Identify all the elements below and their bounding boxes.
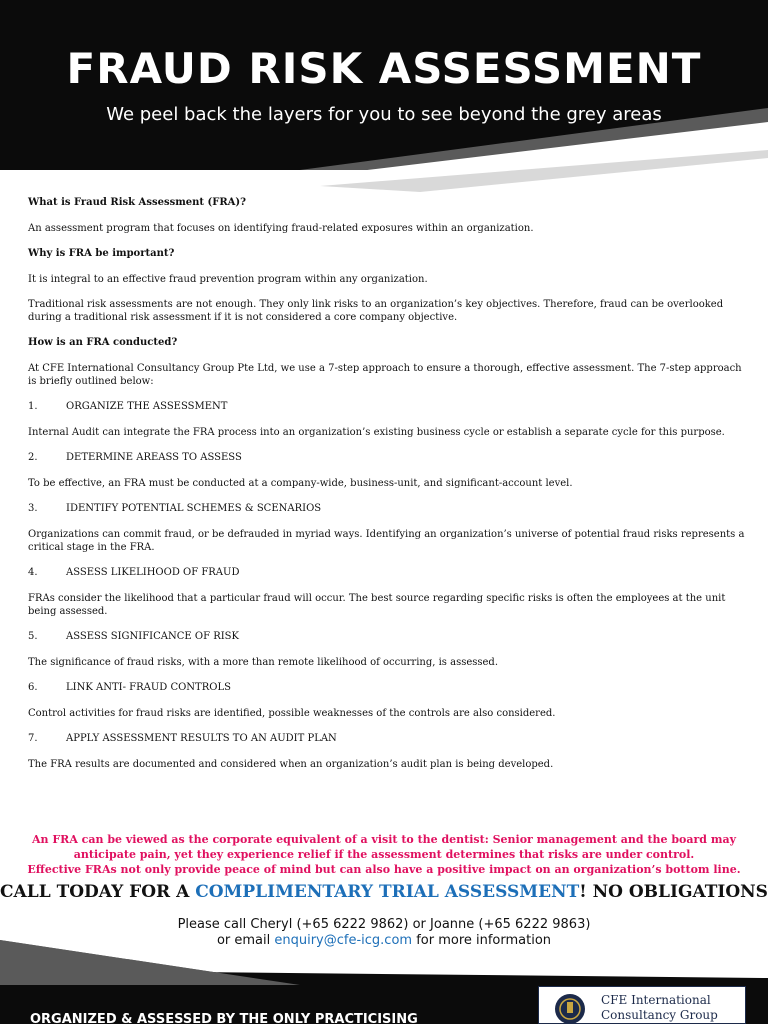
cta-highlight: COMPLIMENTARY TRIAL ASSESSMENT (195, 882, 580, 902)
crest-icon (545, 991, 595, 1023)
callout-line: An FRA can be viewed as the corporate equivalent of a visit to the dentist: Senior management and the board may (32, 833, 736, 846)
answer-how-fra: At CFE International Consultancy Group Pte Ltd, we use a 7-step approach to ensure a thorough, effective assessment. The 7-step approach is briefly outlined below: (28, 363, 742, 387)
logo-line: Consultancy Group (601, 1008, 718, 1022)
step-description: Control activities for fraud risks are identified, possible weaknesses of the controls are also considered. (28, 708, 556, 719)
question-what-is-fra: What is Fraud Risk Assessment (FRA)? (28, 197, 247, 208)
answer-why-fra: It is integral to an effective fraud prevention program within any organization. (28, 274, 428, 285)
footer-tagline: ORGANIZED & ASSESSED BY THE ONLY PRACTICISING (30, 1012, 418, 1027)
contact-phone-line: Please call Cheryl (+65 6222 9862) or Joanne (+65 6222 9863) (177, 917, 591, 932)
question-why-fra: Why is FRA be important? (28, 248, 175, 259)
logo-text (601, 993, 718, 1023)
callout-line: anticipate pain, yet they experience relief if the assessment determines that risks are under control. (73, 848, 695, 861)
step-item (28, 502, 750, 554)
step-number: 2. (28, 452, 38, 463)
step-title: DETERMINE AREASS TO ASSESS (66, 452, 242, 463)
step-title: LINK ANTI- FRAUD CONTROLS (66, 682, 231, 693)
step-list (28, 400, 750, 771)
step-item (28, 451, 750, 490)
step-item (28, 681, 750, 720)
contact-email-prefix: or email (216, 933, 275, 948)
email-link[interactable]: enquiry@cfe-icg.com (274, 933, 413, 948)
step-item (28, 566, 750, 618)
cta-text-before: CALL TODAY FOR A (0, 882, 196, 902)
step-title: ORGANIZE THE ASSESSMENT (66, 401, 228, 412)
logo-line: CFE International (601, 993, 711, 1007)
step-description: Internal Audit can integrate the FRA process into an organization’s existing business cycle or establish a separate cycle for this purpose. (28, 427, 725, 438)
step-title: APPLY ASSESSMENT RESULTS TO AN AUDIT PLAN (66, 733, 337, 744)
company-logo (538, 986, 746, 1024)
step-item (28, 732, 750, 771)
page-subtitle: We peel back the layers for you to see beyond the grey areas (106, 104, 662, 125)
step-number: 6. (28, 682, 38, 693)
main-content (28, 196, 750, 783)
step-description: Organizations can commit fraud, or be defrauded in myriad ways. Identifying an organization’s universe of potential fraud risks represents a critical stage in the FRA. (28, 529, 745, 553)
contact-email-suffix: for more information (412, 933, 552, 948)
page-title: FRAUD RISK ASSESSMENT (66, 44, 702, 93)
step-description: FRAs consider the likelihood that a particular fraud will occur. The best source regarding specific risks is often the employees at the unit being assessed. (28, 593, 726, 617)
step-item (28, 630, 750, 669)
cta-text-after: ! NO OBLIGATIONS (579, 882, 768, 902)
step-number: 3. (28, 503, 38, 514)
step-title: ASSESS SIGNIFICANCE OF RISK (66, 631, 239, 642)
question-how-fra: How is an FRA conducted? (28, 337, 178, 348)
call-to-action (0, 882, 768, 902)
step-description: The FRA results are documented and considered when an organization’s audit plan is being developed. (28, 759, 554, 770)
step-description: To be effective, an FRA must be conducted at a company-wide, business-unit, and significant-account level. (28, 478, 573, 489)
callout-line: Effective FRAs not only provide peace of mind but can also have a positive impact on an organization’s bottom line. (27, 863, 741, 876)
step-number: 7. (28, 733, 38, 744)
step-number: 5. (28, 631, 38, 642)
header-background (0, 0, 768, 200)
answer-why-fra-detail: Traditional risk assessments are not enough. They only link risks to an organization’s key objectives. Therefore, fraud can be overlooked during a traditional risk assessment if it is not considered a core company objective. (28, 299, 724, 323)
step-description: The significance of fraud risks, with a more than remote likelihood of occurring, is assessed. (28, 657, 499, 668)
step-title: IDENTIFY POTENTIAL SCHEMES & SCENARIOS (66, 503, 322, 514)
step-item (28, 400, 750, 439)
step-number: 1. (28, 401, 38, 412)
step-number: 4. (28, 567, 38, 578)
step-title: ASSESS LIKELIHOOD OF FRAUD (66, 567, 240, 578)
answer-what-is-fra: An assessment program that focuses on identifying fraud-related exposures within an organization. (28, 223, 534, 234)
footer-grey-triangle (0, 940, 300, 985)
dentist-callout (20, 832, 748, 877)
